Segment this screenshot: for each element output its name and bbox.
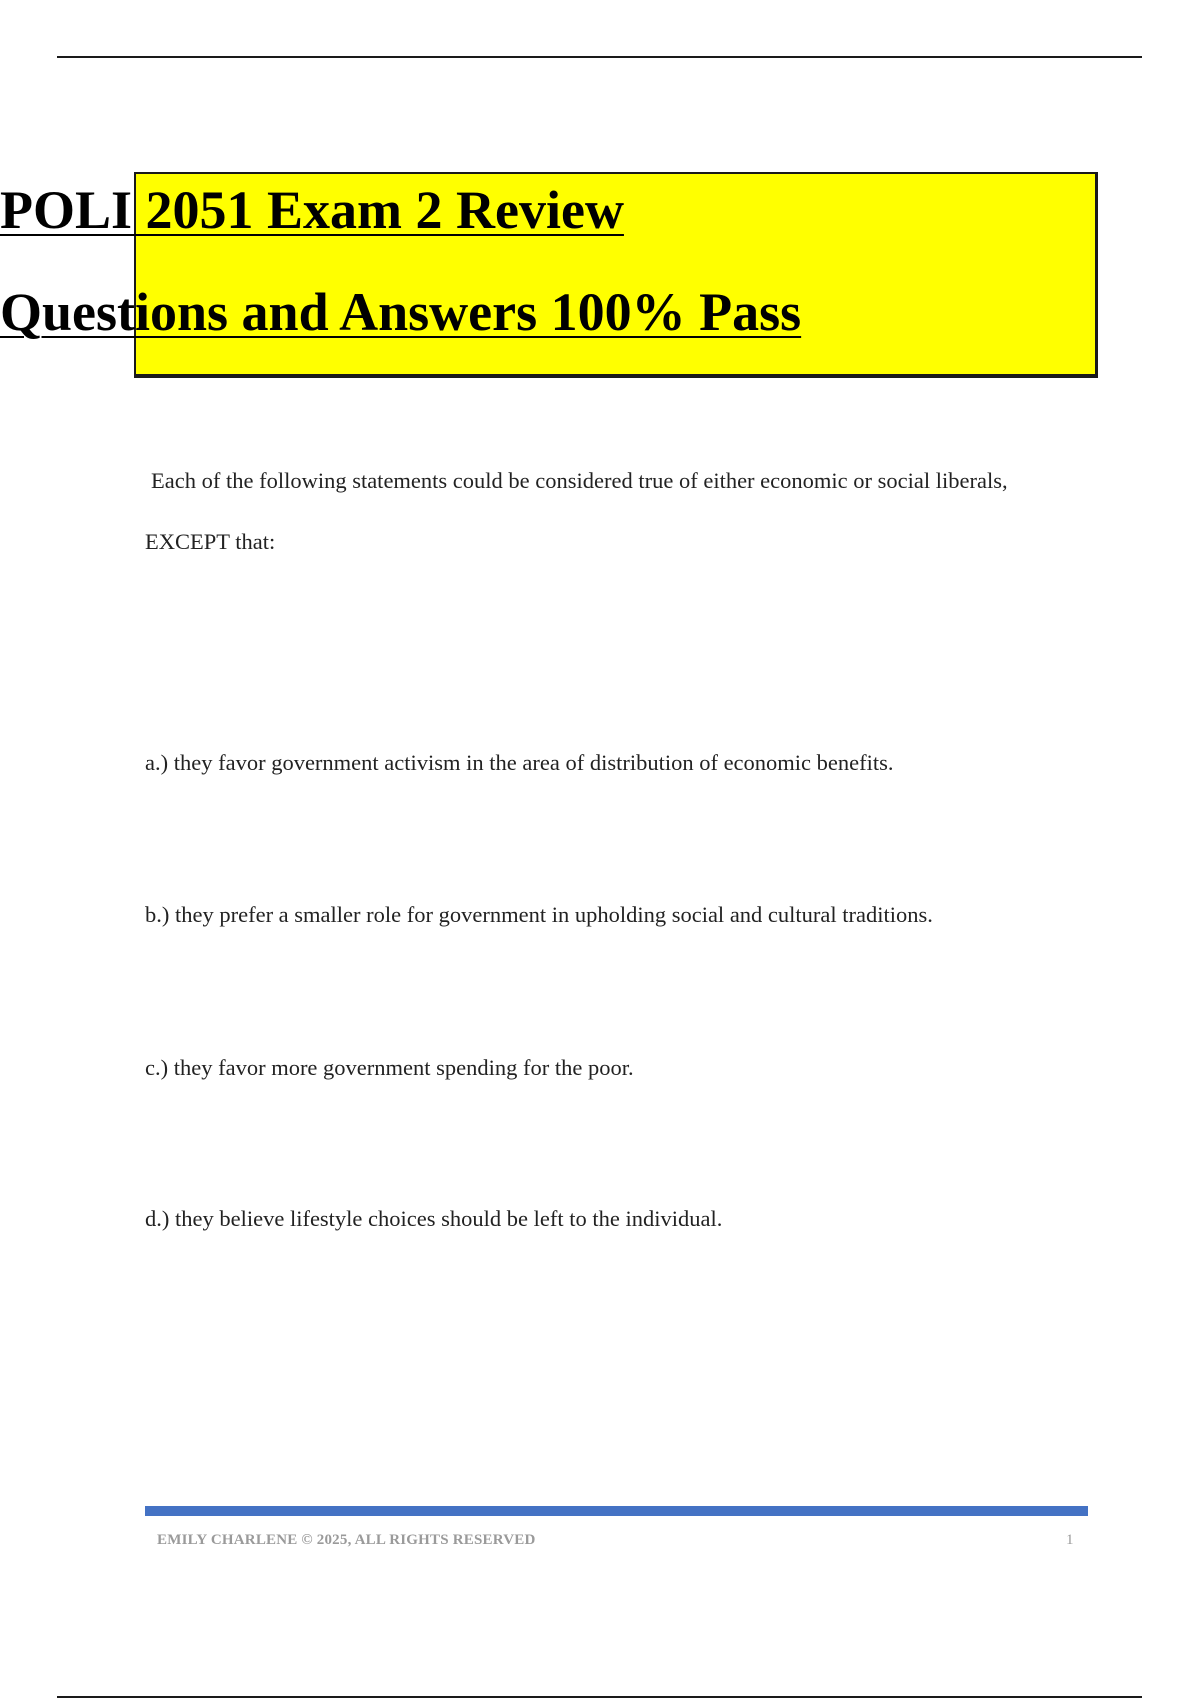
document-title-line-1 (0, 180, 1200, 240)
answer-option-c: c.) they favor more government spending for the poor. (145, 1055, 634, 1080)
answer-option-a: a.) they favor government activism in the area of distribution of economic benefits. (145, 750, 894, 775)
answer-option-b: b.) they prefer a smaller role for government in upholding social and cultural traditions. (145, 902, 933, 927)
question-text: Each of the following statements could be considered true of either economic or social liberals, EXCEPT that: (145, 468, 1008, 554)
footer-bar (145, 1506, 1088, 1516)
document-title-text-1: POLI 2051 Exam 2 Review (0, 180, 624, 240)
document-title-text-2: Questions and Answers 100% Pass (0, 282, 802, 342)
answer-option-d: d.) they believe lifestyle choices should be left to the individual. (145, 1206, 723, 1231)
page-number: 1 (1066, 1532, 1074, 1548)
document-title-line-2 (0, 282, 1200, 342)
bottom-rule (57, 1696, 1142, 1698)
footer-copyright: EMILY CHARLENE © 2025, ALL RIGHTS RESERVED (157, 1532, 536, 1548)
top-rule (57, 56, 1142, 58)
